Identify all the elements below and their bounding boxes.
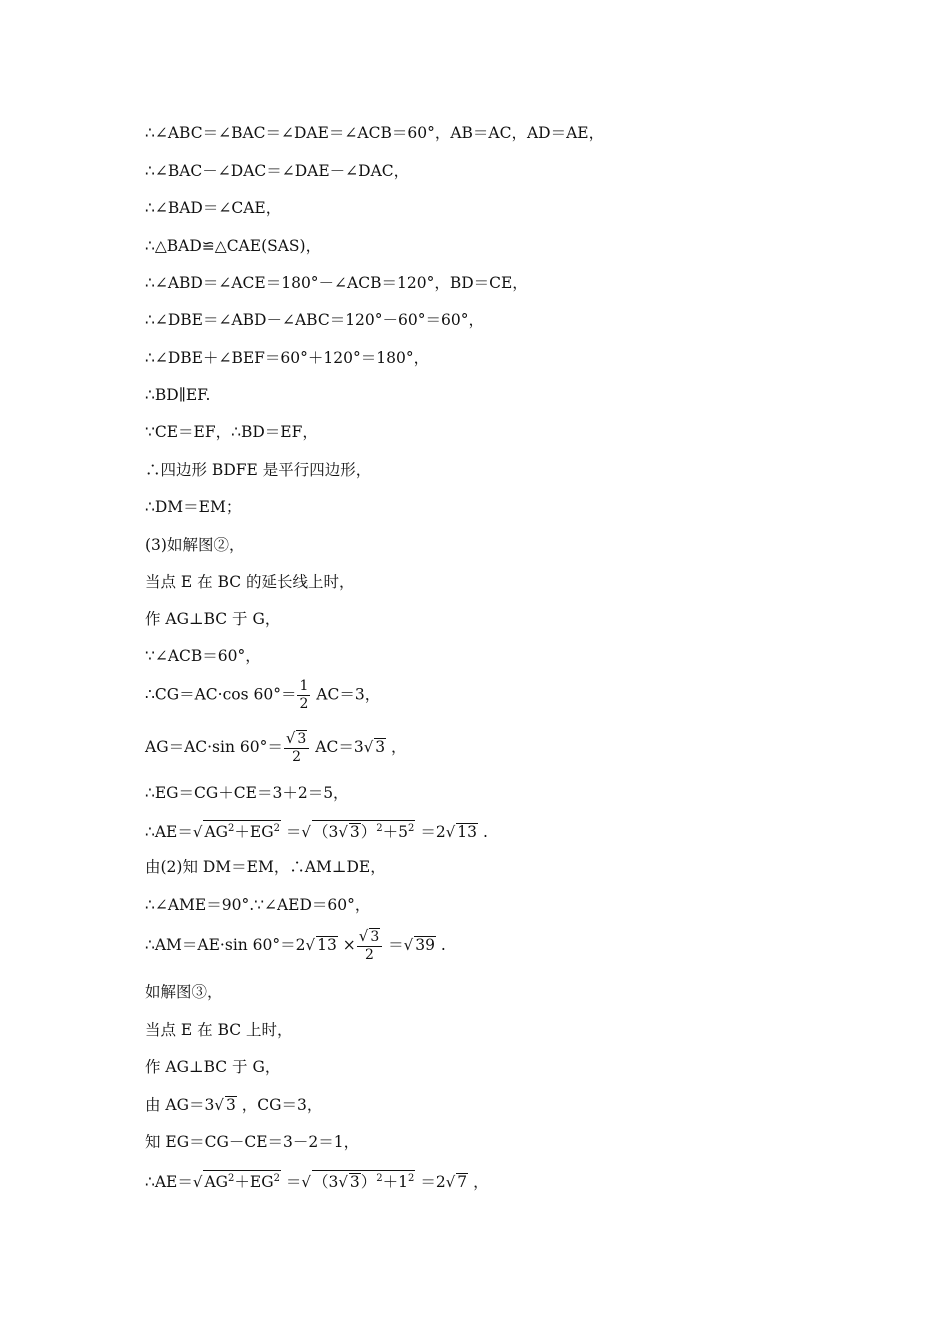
- radicand: [203, 1170, 281, 1190]
- radical-sign: √: [305, 936, 316, 954]
- fraction: [284, 730, 309, 766]
- formula-line: [145, 928, 446, 964]
- fraction-denominator: 2: [299, 696, 309, 712]
- text-segment: ∴AM＝AE·sin 60°＝2: [145, 936, 306, 954]
- text-segment: ∴CG＝AC·cos 60°＝: [145, 685, 297, 704]
- formula-line: [145, 678, 380, 713]
- text-segment: AG＝AC·sin 60°＝: [145, 738, 283, 756]
- fraction-numerator: [284, 730, 309, 749]
- text-line: ∴∠ABC＝∠BAC＝∠DAE＝∠ACB＝60°，AB＝AC，AD＝AE，: [145, 124, 605, 142]
- text-line: ∴DM＝EM；: [145, 498, 242, 516]
- radicand-part: ＋1: [382, 1173, 409, 1192]
- radical-sign: √: [338, 823, 348, 842]
- radical-sign: √: [285, 729, 296, 747]
- text-segment: AC＝3: [310, 738, 364, 756]
- radicand: 3: [297, 731, 307, 747]
- text-line: 由(2)知 DM＝EM，∴AM⊥DE，: [145, 858, 386, 876]
- formula-line: [145, 820, 488, 842]
- text-line: ∴BD∥EF.: [145, 386, 211, 404]
- superscript: 2: [228, 1173, 235, 1184]
- radical-sign: √: [301, 1173, 311, 1192]
- text-segment: ∴AE＝: [145, 823, 193, 842]
- radicand-part: ＋EG: [234, 1173, 274, 1192]
- radicand-part: AG: [204, 823, 229, 842]
- text-line: ∴EG＝CG＋CE＝3＋2＝5，: [145, 784, 349, 802]
- radicand: [312, 820, 415, 840]
- superscript: 2: [376, 823, 383, 834]
- superscript: 2: [408, 1173, 415, 1184]
- text-segment: AC＝3，: [311, 685, 381, 704]
- radical-sign: √: [214, 1096, 224, 1114]
- text-line: 当点 E 在 BC 上时，: [145, 1021, 293, 1039]
- text-segment: ＝: [280, 823, 302, 842]
- radicand: 39: [415, 936, 435, 954]
- text-segment: ×: [337, 936, 356, 954]
- text-line: 作 AG⊥BC 于 G，: [145, 610, 281, 628]
- radicand-part: ）: [360, 823, 377, 842]
- radicand: [312, 1170, 415, 1190]
- radicand-part: ＋5: [382, 823, 409, 842]
- fraction: [357, 928, 382, 964]
- radicand: 13: [317, 936, 337, 954]
- formula-line: [145, 1095, 322, 1115]
- formula-line: [145, 730, 407, 766]
- radical-sign: √: [445, 1173, 456, 1192]
- radicand: 3: [375, 738, 386, 756]
- text-line: ∴△BAD≌△CAE(SAS)，: [145, 237, 322, 255]
- superscript: 2: [408, 823, 415, 834]
- text-segment: ，: [386, 738, 407, 756]
- fraction-denominator: 2: [365, 947, 374, 963]
- text-line: 如解图③，: [145, 983, 223, 1001]
- text-segment: ＝2: [415, 823, 446, 842]
- radical-sign: √: [338, 1173, 348, 1192]
- text-segment: ＝: [280, 1173, 302, 1192]
- text-segment: 由 AG＝3: [145, 1096, 215, 1114]
- radicand: 13: [457, 823, 478, 842]
- radicand: [203, 820, 281, 840]
- fraction-numerator: [357, 928, 382, 947]
- text-line: ∴∠ABD＝∠ACE＝180°－∠ACB＝120°，BD＝CE，: [145, 274, 528, 292]
- radical-sign: √: [363, 738, 374, 756]
- text-line: (3)如解图②，: [145, 536, 245, 554]
- radicand-part: （3: [312, 1173, 339, 1192]
- superscript: 2: [273, 823, 280, 834]
- text-segment: .: [435, 936, 446, 954]
- text-line: 作 AG⊥BC 于 G，: [145, 1058, 281, 1076]
- fraction: [297, 678, 310, 713]
- text-line: 知 EG＝CG－CE＝3－2＝1，: [145, 1133, 360, 1151]
- text-segment: ∴AE＝: [145, 1173, 193, 1192]
- radical-sign: √: [301, 823, 311, 842]
- radicand: 7: [457, 1173, 468, 1192]
- radicand-part: （3: [312, 823, 339, 842]
- fraction-denominator: 2: [292, 749, 302, 765]
- text-line: ∵∠ACB＝60°，: [145, 647, 261, 665]
- formula-line: [145, 1170, 489, 1192]
- radicand-part: ）: [360, 1173, 377, 1192]
- superscript: 2: [376, 1173, 383, 1184]
- superscript: 2: [273, 1173, 280, 1184]
- radical-sign: √: [192, 1173, 203, 1192]
- text-segment: ，CG＝3，: [236, 1096, 323, 1114]
- radical-sign: √: [403, 936, 414, 954]
- text-segment: ＝2: [415, 1173, 446, 1192]
- radicand: 3: [370, 929, 380, 945]
- radicand: 3: [225, 1096, 236, 1114]
- text-line: ∵CE＝EF，∴BD＝EF，: [145, 423, 318, 441]
- text-segment: ，: [468, 1173, 489, 1192]
- text-line: 当点 E 在 BC 的延长线上时，: [145, 573, 355, 591]
- text-segment: .: [478, 823, 488, 842]
- radical-sign: √: [445, 823, 456, 842]
- radicand: 3: [349, 823, 360, 842]
- text-line: ∴∠BAD＝∠CAE，: [145, 199, 282, 217]
- radicand-part: ＋EG: [234, 823, 274, 842]
- text-line: ∴∠AME＝90°.∵∠AED＝60°，: [145, 896, 371, 914]
- radicand: 3: [349, 1173, 360, 1192]
- radicand-part: AG: [204, 1173, 229, 1192]
- superscript: 2: [228, 823, 235, 834]
- radical-sign: √: [358, 927, 369, 945]
- text-line: ∴四边形 BDFE 是平行四边形，: [145, 461, 372, 479]
- text-line: ∴∠DBE＝∠ABD－∠ABC＝120°－60°＝60°，: [145, 311, 484, 329]
- fraction-numerator: 1: [299, 678, 309, 694]
- text-line: ∴∠BAC－∠DAC＝∠DAE－∠DAC，: [145, 162, 410, 180]
- text-segment: ＝: [383, 936, 404, 954]
- text-line: ∴∠DBE＋∠BEF＝60°＋120°＝180°，: [145, 349, 430, 367]
- radical-sign: √: [192, 823, 203, 842]
